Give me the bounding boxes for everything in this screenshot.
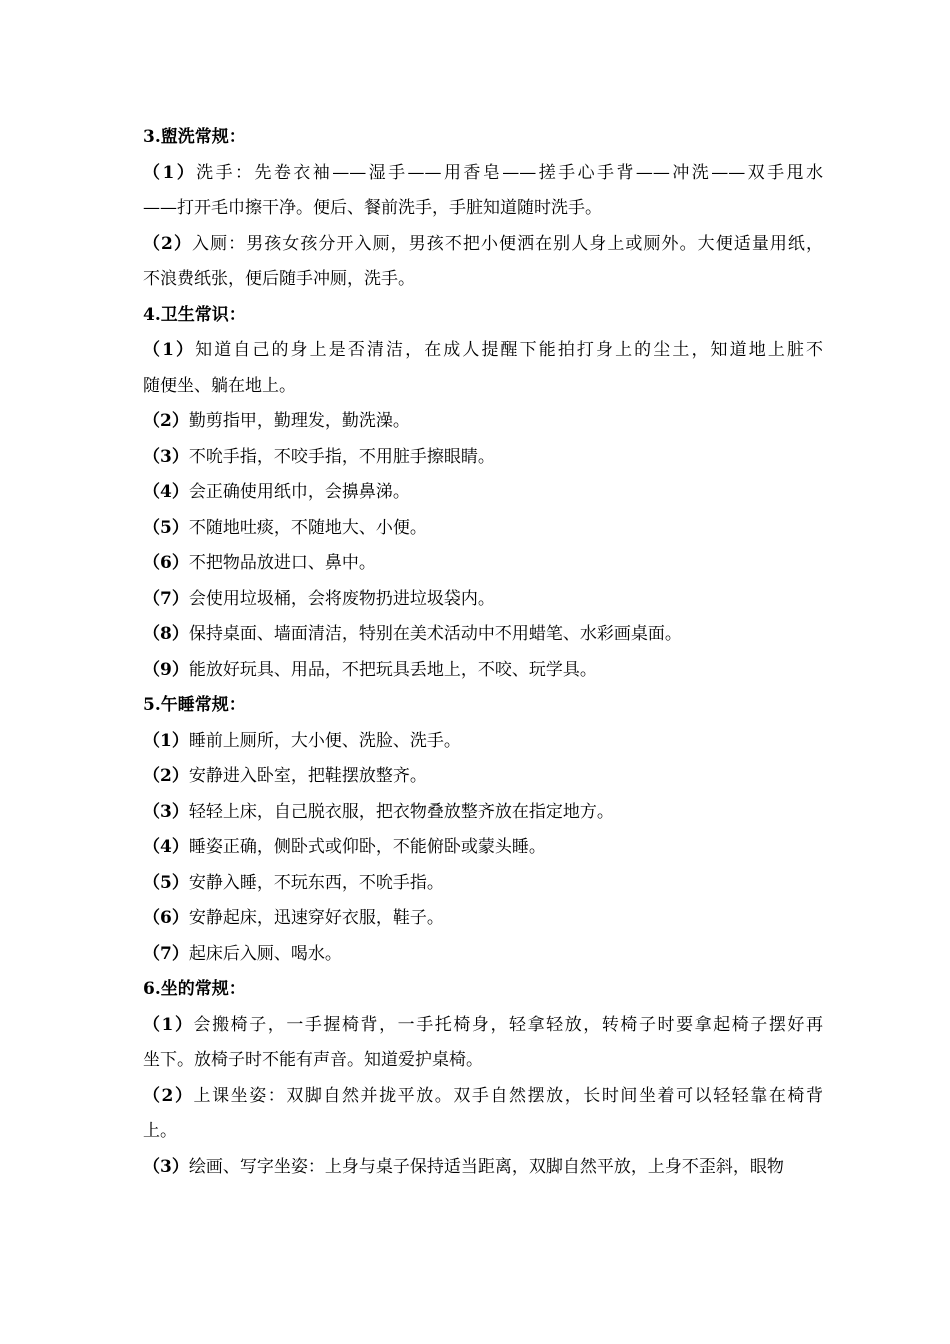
- list-item-line: [143, 156, 823, 192]
- list-item-line: [143, 866, 823, 902]
- item-text: 会正确使用纸巾，会擤鼻涕。: [188, 482, 410, 502]
- list-item-line: [143, 546, 823, 582]
- item-number: （1）: [143, 162, 197, 183]
- list-item-line: [143, 617, 823, 653]
- item-number: （3）: [143, 1156, 189, 1177]
- item-text: 绘画、写字坐姿：上身与桌子保持适当距离，双脚自然平放，上身不歪斜，眼物: [188, 1156, 784, 1177]
- item-number: （6）: [143, 908, 189, 928]
- item-text: 会使用垃圾桶，会将废物扔进垃圾袋内。: [188, 588, 495, 609]
- list-item-line: [143, 830, 823, 866]
- item-number: （1）: [143, 1014, 194, 1035]
- list-item-line: [143, 191, 823, 227]
- item-number: （4）: [143, 837, 189, 857]
- section-heading: 4.卫生常识：: [143, 304, 246, 325]
- item-text: 不把物品放进口、鼻中。: [188, 553, 376, 573]
- list-item-line: [143, 333, 823, 369]
- item-text: 勤剪指甲，勤理发，勤洗澡。: [188, 411, 410, 431]
- item-number: （7）: [143, 943, 189, 964]
- item-number: （2）: [143, 1085, 194, 1106]
- item-text: 会搬椅子，一手握椅背，一手托椅身，轻拿轻放，转椅子时要拿起椅子摆好再: [193, 1014, 823, 1035]
- item-number: （1）: [143, 730, 189, 751]
- item-number: （6）: [143, 553, 189, 573]
- list-item-line: [143, 937, 823, 973]
- item-number: （7）: [143, 588, 189, 609]
- item-text: ——打开毛巾擦干净。便后、餐前洗手，手脏知道随时洗手。: [143, 198, 602, 218]
- list-item-line: [143, 724, 823, 760]
- item-text: 坐下。放椅子时不能有声音。知道爱护桌椅。: [143, 1050, 483, 1070]
- item-number: （2）: [143, 233, 193, 254]
- item-text: 上。: [143, 1121, 177, 1141]
- item-text: 安静入睡，不玩东西，不吮手指。: [188, 872, 444, 893]
- item-text: 随便坐、躺在地上。: [143, 375, 296, 396]
- list-item-line: [143, 369, 823, 405]
- list-item-line: [143, 1150, 823, 1186]
- item-text: 起床后入厕、喝水。: [188, 943, 342, 964]
- item-text: 知道自己的身上是否清洁，在成人提醒下能拍打身上的尘土，知道地上脏不: [195, 340, 823, 360]
- list-item-line: [143, 901, 823, 937]
- item-number: （5）: [143, 517, 189, 538]
- list-item-line: [143, 227, 823, 263]
- list-item-line: [143, 1008, 823, 1044]
- list-item-line: [143, 582, 823, 618]
- item-text: 安静进入卧室，把鞋摆放整齐。: [188, 766, 427, 786]
- list-item-line: [143, 404, 823, 440]
- list-item-line: [143, 475, 823, 511]
- item-text: 入厕：男孩女孩分开入厕，男孩不把小便洒在别人身上或厕外。大便适量用纸，: [192, 233, 823, 254]
- item-text: 不随地吐痰，不随地大、小便。: [188, 517, 427, 538]
- item-number: （4）: [143, 482, 189, 502]
- item-text: 上课坐姿：双脚自然并拢平放。双手自然摆放，长时间坐着可以轻轻靠在椅背: [193, 1085, 823, 1106]
- item-text: 睡前上厕所，大小便、洗脸、洗手。: [188, 730, 461, 751]
- list-item-line: [143, 511, 823, 547]
- item-text: 安静起床，迅速穿好衣服，鞋子。: [188, 908, 444, 928]
- section-heading: 6.坐的常规：: [143, 979, 246, 999]
- item-text: 轻轻上床，自己脱衣服，把衣物叠放整齐放在指定地方。: [188, 801, 614, 822]
- item-text: 洗手：先卷衣袖——湿手——用香皂——搓手心手背——冲洗——双手甩水: [196, 162, 823, 183]
- list-item-line: [143, 1114, 823, 1150]
- section-heading: 3.盥洗常规：: [143, 127, 246, 147]
- item-number: （3）: [143, 801, 189, 822]
- item-text: 不浪费纸张，便后随手冲厕，洗手。: [143, 269, 415, 289]
- item-number: （8）: [143, 624, 189, 644]
- item-number: （1）: [143, 340, 196, 360]
- document-page: [143, 120, 823, 1185]
- list-item-line: [143, 262, 823, 298]
- item-text: 睡姿正确，侧卧式或仰卧，不能俯卧或蒙头睡。: [188, 837, 546, 857]
- list-item-line: [143, 1079, 823, 1115]
- item-number: （3）: [143, 446, 189, 467]
- item-text: 能放好玩具、用品，不把玩具丢地上，不咬、玩学具。: [188, 659, 597, 680]
- list-item-line: [143, 653, 823, 689]
- item-text: 不吮手指，不咬手指，不用脏手擦眼睛。: [188, 446, 495, 467]
- item-text: 保持桌面、墙面清洁，特别在美术活动中不用蜡笔、水彩画桌面。: [188, 624, 682, 644]
- item-number: （2）: [143, 766, 189, 786]
- item-number: （9）: [143, 659, 189, 680]
- list-item-line: [143, 759, 823, 795]
- list-item-line: [143, 440, 823, 476]
- item-number: （5）: [143, 872, 189, 893]
- list-item-line: [143, 795, 823, 831]
- section-heading: 5.午睡常规：: [143, 695, 246, 715]
- list-item-line: [143, 1043, 823, 1079]
- item-number: （2）: [143, 411, 189, 431]
